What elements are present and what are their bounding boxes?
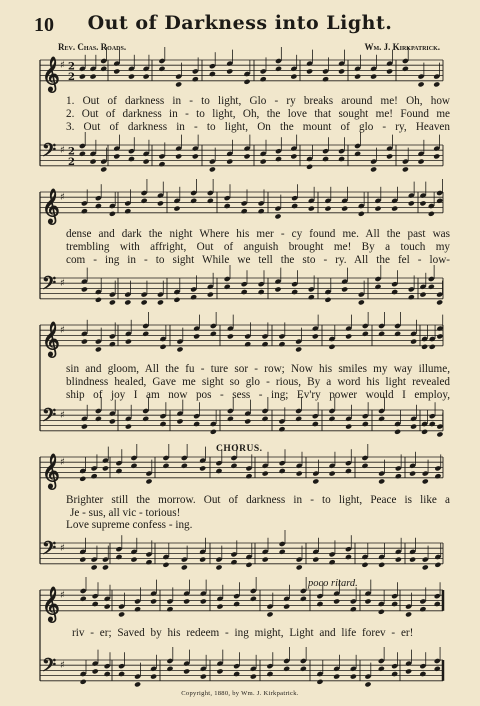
note-head — [290, 153, 297, 159]
lyric-line: Je - sus, all vic - torious! — [70, 508, 181, 519]
lyric-line: 2. Out of darkness in - to light, Oh, the love that sought me! Found me — [66, 109, 450, 120]
note-head — [328, 416, 335, 422]
note-head — [391, 289, 398, 295]
note-head — [378, 478, 385, 484]
note-head — [409, 471, 416, 477]
note-head — [115, 468, 122, 474]
note-head — [434, 473, 441, 479]
note-head — [378, 666, 385, 672]
note-head — [278, 341, 285, 347]
note-head — [296, 564, 303, 570]
note-head — [354, 74, 361, 80]
note-head — [157, 299, 164, 305]
note-head — [405, 611, 412, 617]
note-head — [89, 74, 96, 80]
note-head — [408, 294, 415, 300]
note-head — [209, 166, 216, 172]
note-head — [370, 166, 377, 172]
lyric-line: ship of joy I am now pos - sess - ing; Ev'ry power would I employ, — [66, 390, 450, 401]
note-head — [104, 671, 111, 677]
note-head — [176, 346, 183, 352]
note-head — [378, 562, 385, 568]
note-head — [358, 211, 365, 217]
note-head — [91, 564, 98, 570]
lyric-line: 3. Out of darkness in - to light, On the mount of glo - ry, Heaven — [66, 122, 450, 133]
note-head — [143, 159, 150, 165]
note-head — [436, 198, 443, 204]
note-head — [124, 208, 131, 214]
note-head — [183, 598, 190, 604]
note-head — [113, 153, 120, 159]
note-head — [421, 429, 428, 435]
note-head — [279, 468, 286, 474]
bass-clef-icon: 𝄢 — [42, 272, 57, 299]
note-head — [295, 416, 302, 422]
note-head — [312, 557, 319, 563]
note-head — [410, 339, 417, 345]
note-head — [354, 151, 361, 157]
note-head — [80, 679, 87, 685]
note-head — [109, 299, 116, 305]
note-head — [233, 601, 240, 607]
note-head — [324, 206, 331, 212]
note-head — [341, 206, 348, 212]
lyric-line: Brighter still the morrow. Out of darkness in - to light, Peace is like a — [66, 495, 450, 506]
note-head — [419, 292, 426, 298]
note-head — [395, 473, 402, 479]
note-head — [81, 424, 88, 430]
copyright-notice: Copyright, 1880, by Wm. J. Kirkpatrick. — [181, 690, 299, 697]
note-head — [417, 81, 424, 87]
note-head — [224, 203, 231, 209]
key-signature-icon: ♯ — [60, 325, 65, 337]
note-head — [102, 564, 109, 570]
note-head — [113, 68, 120, 74]
note-head — [262, 557, 269, 563]
note-head — [130, 557, 137, 563]
key-signature-icon: ♯ — [60, 60, 65, 72]
note-head — [216, 604, 223, 610]
note-head — [421, 344, 428, 350]
note-head — [118, 611, 125, 617]
note-head — [361, 562, 368, 568]
lyric-line: trembling with affright, Out of anguish brought me! By a touch my — [66, 242, 450, 253]
note-head — [79, 557, 86, 563]
key-signature-icon: ♯ — [60, 145, 65, 157]
note-head — [209, 71, 216, 77]
note-head — [199, 557, 206, 563]
note-head — [175, 81, 182, 87]
key-signature-icon: ♯ — [60, 660, 65, 672]
note-head — [300, 596, 307, 602]
lyric-line: riv - er; Saved by his redeem - ing might, Light and life forev - er! — [72, 628, 414, 639]
note-head — [417, 159, 424, 165]
note-head — [419, 200, 426, 206]
note-head — [296, 471, 303, 477]
note-head — [244, 341, 251, 347]
note-head — [433, 81, 440, 87]
note-head — [350, 674, 357, 680]
note-head — [386, 153, 393, 159]
note-head — [192, 153, 199, 159]
chorus-marking: CHORUS. — [216, 444, 263, 454]
note-head — [345, 333, 352, 339]
note-head — [274, 213, 281, 219]
note-head — [125, 424, 132, 430]
key-signature-icon: ♯ — [60, 457, 65, 469]
note-head — [207, 292, 214, 298]
note-head — [141, 299, 148, 305]
key-signature-icon: ♯ — [60, 192, 65, 204]
note-head — [436, 333, 443, 339]
lyric-line: sin and gloom, All the fu - ture sor - row; Now his smiles my way illume, — [66, 364, 450, 375]
note-head — [378, 609, 385, 615]
note-head — [386, 68, 393, 74]
lyric-line: blindness healed, Gave me sight so glo - rious, By a word his light revealed — [66, 377, 450, 388]
note-head — [338, 156, 345, 162]
note-head — [166, 606, 173, 612]
note-head — [279, 549, 286, 555]
note-head — [422, 564, 429, 570]
note-head — [278, 426, 285, 432]
note-head — [95, 297, 102, 303]
bass-clef-icon: 𝄢 — [42, 654, 57, 681]
note-head — [405, 668, 412, 674]
note-head — [193, 333, 200, 339]
note-head — [157, 200, 164, 206]
note-head — [115, 554, 122, 560]
note-head — [295, 346, 302, 352]
note-head — [261, 416, 268, 422]
bass-clef-icon: 𝄢 — [42, 537, 57, 564]
note-head — [95, 346, 102, 352]
note-head — [329, 559, 336, 565]
note-head — [328, 344, 335, 350]
note-head — [81, 208, 88, 214]
hymn-title: Out of Darkness into Light. — [87, 12, 393, 34]
note-head — [410, 424, 417, 430]
note-head — [402, 166, 409, 172]
note-head — [308, 294, 315, 300]
note-head — [141, 198, 148, 204]
note-head — [215, 564, 222, 570]
bass-clef-icon: 𝄢 — [42, 139, 57, 166]
time-signature-icon: 2 — [68, 156, 75, 168]
note-head — [370, 74, 377, 80]
note-head — [227, 333, 234, 339]
note-head — [200, 598, 207, 604]
note-head — [436, 299, 443, 305]
note-head — [428, 211, 435, 217]
note-head — [308, 206, 315, 212]
note-head — [275, 156, 282, 162]
note-head — [104, 604, 111, 610]
note-head — [245, 473, 252, 479]
composer-credit: Wm. J. Kirkpatrick. — [364, 42, 440, 52]
note-head — [199, 465, 206, 471]
note-head — [230, 559, 237, 565]
treble-clef-icon: 𝄞 — [42, 586, 60, 622]
note-head — [261, 341, 268, 347]
note-head — [128, 74, 135, 80]
note-head — [324, 297, 331, 303]
note-head — [92, 601, 99, 607]
note-head — [378, 416, 385, 422]
note-head — [100, 66, 107, 72]
treble-clef-icon: 𝄞 — [42, 56, 60, 92]
lyricist-credit: Rev. Chas. Roads. — [58, 42, 127, 52]
note-head — [345, 468, 352, 474]
note-head — [394, 429, 401, 435]
note-head — [333, 598, 340, 604]
note-head — [419, 671, 426, 677]
note-head — [329, 471, 336, 477]
note-head — [79, 74, 86, 80]
note-head — [260, 76, 267, 82]
note-head — [173, 206, 180, 212]
note-head — [80, 596, 87, 602]
note-head — [291, 203, 298, 209]
note-head — [226, 159, 233, 165]
note-head — [241, 208, 248, 214]
note-head — [364, 598, 371, 604]
note-head — [192, 76, 199, 82]
note-head — [81, 339, 88, 345]
note-head — [434, 666, 441, 672]
note-head — [266, 611, 273, 617]
note-head — [250, 596, 257, 602]
note-head — [176, 418, 183, 424]
note-head — [81, 286, 88, 292]
note-head — [241, 289, 248, 295]
note-head — [419, 606, 426, 612]
key-signature-icon: ♯ — [60, 543, 65, 555]
key-signature-icon: ♯ — [60, 278, 65, 290]
note-head — [210, 429, 217, 435]
note-head — [312, 478, 319, 484]
note-head — [258, 208, 265, 214]
note-head — [226, 68, 233, 74]
note-head — [233, 671, 240, 677]
note-head — [395, 557, 402, 563]
note-head — [193, 421, 200, 427]
note-head — [374, 284, 381, 290]
note-head — [266, 671, 273, 677]
note-head — [158, 66, 165, 72]
note-head — [158, 161, 165, 167]
note-head — [300, 666, 307, 672]
note-head — [134, 606, 141, 612]
note-head — [338, 68, 345, 74]
note-head — [391, 601, 398, 607]
note-head — [394, 331, 401, 337]
note-head — [79, 476, 86, 482]
note-head — [274, 286, 281, 292]
note-head — [260, 159, 267, 165]
note-head — [391, 671, 398, 677]
note-head — [150, 674, 157, 680]
note-head — [306, 68, 313, 74]
note-head — [422, 478, 429, 484]
note-head — [262, 471, 269, 477]
note-head — [333, 674, 340, 680]
note-head — [181, 463, 188, 469]
note-head — [378, 331, 385, 337]
note-head — [224, 284, 231, 290]
note-head — [362, 421, 369, 427]
note-head — [95, 416, 102, 422]
note-head — [159, 344, 166, 350]
note-head — [283, 604, 290, 610]
note-head — [162, 463, 169, 469]
note-head — [291, 289, 298, 295]
note-head — [207, 198, 214, 204]
note-head — [244, 418, 251, 424]
note-head — [79, 151, 86, 157]
note-head — [134, 681, 141, 687]
note-head — [216, 668, 223, 674]
note-head — [429, 344, 436, 350]
note-head — [109, 211, 116, 217]
note-head — [143, 74, 150, 80]
note-head — [128, 156, 135, 162]
note-head — [210, 331, 217, 337]
note-head — [118, 671, 125, 677]
time-signature-icon: 2 — [68, 146, 75, 158]
key-signature-icon: ♯ — [60, 590, 65, 602]
note-head — [350, 606, 357, 612]
note-head — [434, 601, 441, 607]
note-head — [433, 153, 440, 159]
lyric-line: com - ing in - to sight While we tell the sto - ry. All the fel - low- — [66, 255, 450, 266]
note-head — [258, 289, 265, 295]
note-head — [109, 418, 116, 424]
note-head — [150, 598, 157, 604]
note-head — [429, 421, 436, 427]
tempo-marking: poco ritard. — [308, 578, 358, 589]
note-head — [322, 76, 329, 82]
note-head — [428, 284, 435, 290]
note-head — [341, 286, 348, 292]
note-head — [109, 341, 116, 347]
note-head — [181, 564, 188, 570]
note-head — [436, 431, 443, 437]
note-head — [92, 668, 99, 674]
note-head — [312, 333, 319, 339]
note-head — [316, 601, 323, 607]
note-head — [145, 559, 152, 565]
note-head — [245, 562, 252, 568]
treble-clef-icon: 𝄞 — [42, 453, 60, 489]
note-head — [290, 74, 297, 80]
note-head — [142, 331, 149, 337]
note-head — [361, 463, 368, 469]
note-head — [183, 668, 190, 674]
note-head — [364, 681, 371, 687]
note-head — [227, 416, 234, 422]
note-head — [243, 79, 250, 85]
note-head — [145, 478, 152, 484]
note-head — [374, 206, 381, 212]
lyric-line: dense and dark the night Where his mer - cy found me. All the past was — [66, 229, 450, 240]
note-head — [175, 153, 182, 159]
note-head — [409, 557, 416, 563]
note-head — [391, 206, 398, 212]
key-signature-icon: ♯ — [60, 410, 65, 422]
treble-clef-icon: 𝄞 — [42, 321, 60, 357]
lyric-line: 1. Out of darkness in - to light, Glo - ry breaks around me! Oh, how — [66, 96, 450, 107]
note-head — [283, 666, 290, 672]
note-head — [124, 299, 131, 305]
note-head — [102, 465, 109, 471]
note-head — [200, 674, 207, 680]
lyric-line: Love supreme confess - ing. — [66, 520, 193, 531]
note-head — [250, 674, 257, 680]
note-head — [230, 463, 237, 469]
note-head — [275, 66, 282, 72]
note-head — [316, 679, 323, 685]
note-head — [190, 294, 197, 300]
note-head — [243, 153, 250, 159]
page-number: 10 — [34, 14, 54, 36]
note-head — [358, 299, 365, 305]
note-head — [322, 156, 329, 162]
note-head — [100, 166, 107, 172]
note-head — [125, 339, 132, 345]
bass-clef-icon: 𝄢 — [42, 404, 57, 431]
treble-clef-icon: 𝄞 — [42, 188, 60, 224]
note-head — [345, 554, 352, 560]
note-head — [215, 468, 222, 474]
note-head — [162, 562, 169, 568]
note-head — [408, 200, 415, 206]
note-head — [190, 198, 197, 204]
note-head — [402, 66, 409, 72]
note-head — [91, 473, 98, 479]
note-head — [95, 203, 102, 209]
note-head — [312, 421, 319, 427]
time-signature-icon: 2 — [68, 71, 75, 83]
note-head — [142, 416, 149, 422]
note-head — [89, 159, 96, 165]
note-head — [362, 331, 369, 337]
note-head — [159, 421, 166, 427]
note-head — [166, 666, 173, 672]
time-signature-icon: 2 — [68, 61, 75, 73]
note-head — [345, 424, 352, 430]
note-head — [173, 297, 180, 303]
note-head — [130, 463, 137, 469]
note-head — [306, 164, 313, 170]
note-head — [434, 562, 441, 568]
